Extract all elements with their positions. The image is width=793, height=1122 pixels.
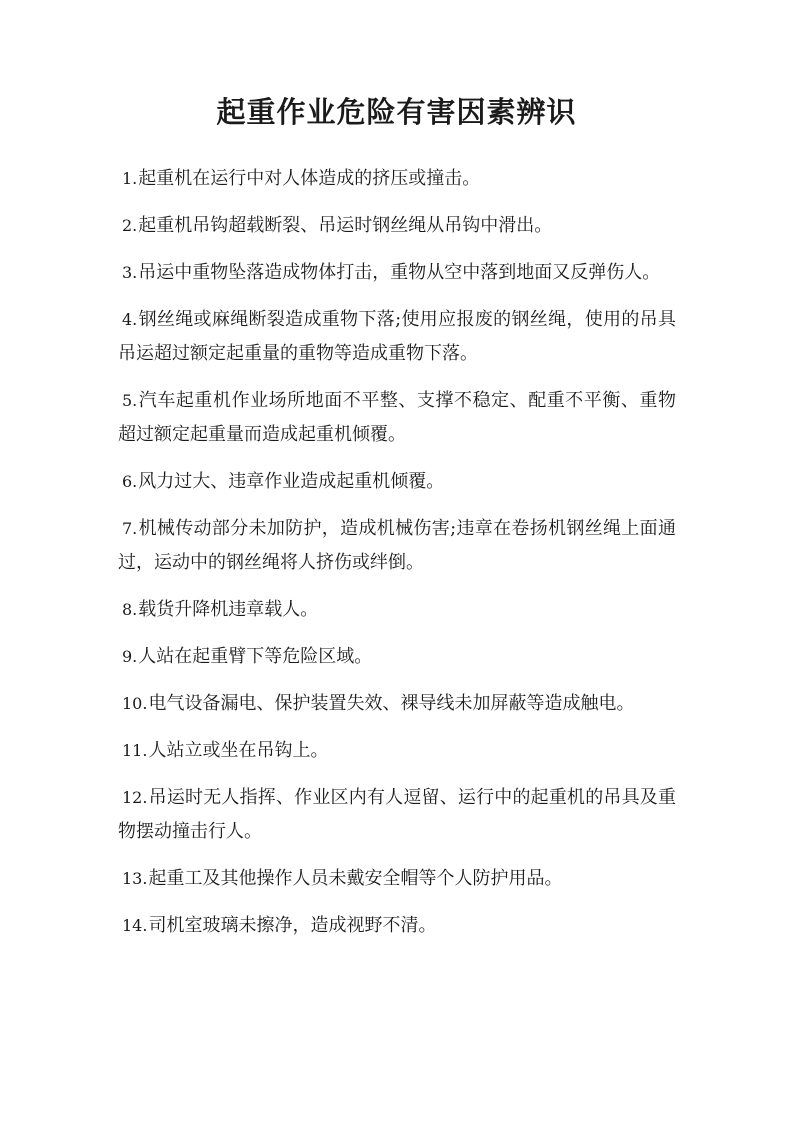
item-number: 12. [122, 788, 148, 807]
item-text: 钢丝绳或麻绳断裂造成重物下落;使用应报废的钢丝绳，使用的吊具吊运超过额定起重量的重物等造成重物下落。 [118, 309, 676, 364]
item-number: 14. [122, 916, 148, 935]
item-text: 载货升降机违章载人。 [138, 599, 319, 620]
list-item [118, 512, 676, 580]
item-number: 1. [122, 169, 138, 188]
list-item [118, 593, 676, 627]
item-text: 风力过大、违章作业造成起重机倾覆。 [138, 471, 445, 492]
item-text: 起重工及其他操作人员未戴安全帽等个人防护用品。 [148, 868, 563, 889]
item-text: 起重机吊钩超载断裂、吊运时钢丝绳从吊钩中滑出。 [138, 215, 553, 236]
item-number: 10. [122, 694, 148, 713]
item-text: 吊运中重物坠落造成物体打击，重物从空中落到地面又反弹伤人。 [138, 262, 661, 283]
list-item [118, 256, 676, 290]
list-item [118, 781, 676, 849]
page-title: 起重作业危险有害因素辨识 [216, 95, 577, 129]
item-text: 人站在起重臂下等危险区域。 [138, 646, 373, 667]
item-number: 8. [122, 600, 138, 619]
list-item [118, 209, 676, 243]
list-item [118, 162, 676, 196]
list-item [118, 640, 676, 674]
item-number: 3. [122, 263, 138, 282]
list-item [118, 384, 676, 452]
item-number: 4. [122, 310, 138, 329]
list-item [118, 465, 676, 499]
list-item [118, 303, 676, 371]
item-number: 6. [122, 472, 138, 491]
item-text: 起重机在运行中对人体造成的挤压或撞击。 [138, 168, 481, 189]
item-text: 人站立或坐在吊钩上。 [148, 740, 329, 761]
item-number: 9. [122, 647, 138, 666]
list-item [118, 734, 676, 768]
list-item [118, 862, 676, 896]
item-number: 2. [122, 216, 138, 235]
item-text: 电气设备漏电、保护装置失效、裸导线未加屏蔽等造成触电。 [148, 693, 635, 714]
item-number: 13. [122, 869, 148, 888]
item-number: 5. [122, 391, 138, 410]
item-number: 7. [122, 519, 138, 538]
item-text: 司机室玻璃未擦净，造成视野不清。 [148, 915, 437, 936]
hazard-list [118, 162, 676, 956]
item-text: 吊运时无人指挥、作业区内有人逗留、运行中的起重机的吊具及重物摆动撞击行人。 [118, 787, 676, 842]
item-text: 汽车起重机作业场所地面不平整、支撑不稳定、配重不平衡、重物超过额定起重量而造成起重机倾覆。 [118, 390, 676, 445]
list-item [118, 909, 676, 943]
item-number: 11. [122, 741, 148, 760]
item-text: 机械传动部分未加防护，造成机械伤害;违章在卷扬机钢丝绳上面通过，运动中的钢丝绳将人挤伤或绊倒。 [118, 518, 676, 573]
list-item [118, 687, 676, 721]
